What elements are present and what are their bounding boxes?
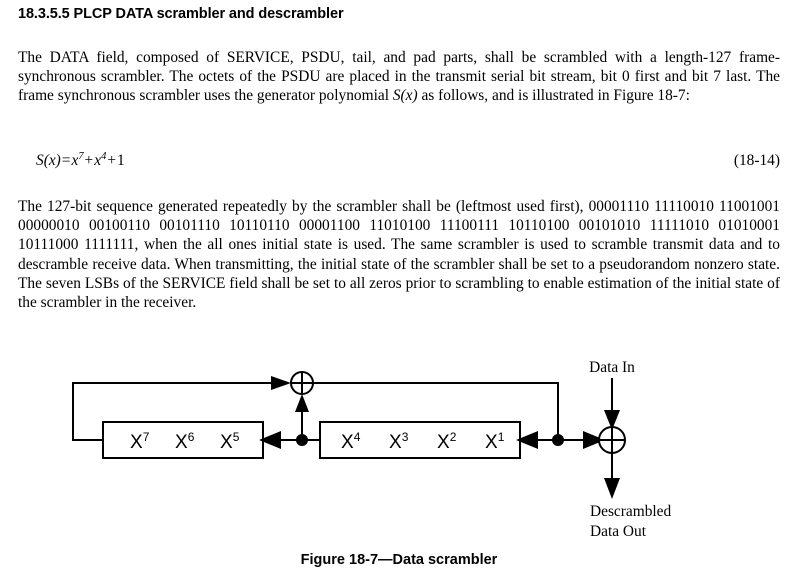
- equation-term2-base: x: [94, 152, 102, 169]
- equation-plus-2: +: [107, 152, 116, 169]
- tap-arrowhead-icon: [295, 394, 309, 412]
- paragraph-intro-part-a: The DATA field, composed of SERVICE, PSDU, tail, and pad parts, shall be scrambled with a length-127 frame-synchronous scrambler. The octets of the PSDU are placed in the transmit serial bit stream, bit 0 first and bit 7 last. The frame synchronous scrambler uses the generator polynomial: [18, 49, 780, 105]
- left-register-stage-0-base: X: [130, 432, 143, 453]
- paragraph-intro-part-b: as follows, and is illustrated in Figure 18-7:: [417, 87, 690, 105]
- paragraph-sequence: The 127-bit sequence generated repeatedly by the scrambler shall be (leftmost used first), 00001110 11110010 11001001 00000010 00100110 00101110 10110110 00001100 11010100 11100111 10110100 00101010 11111010 01010001 10111000 1111111, when the all ones initial state is used. The same scrambler is used to scramble transmit data and to descramble receive data. When transmitting, the initial state of the scrambler shall be set to a pseudorandom nonzero state. The seven LSBs of the SERVICE field shall be set to all zeros prior to scrambling to enable estimation of the initial state of the scrambler in the receiver.: [18, 198, 780, 312]
- data-in-label: Data In: [589, 359, 635, 376]
- equation-row: [18, 152, 780, 174]
- section-heading: 18.3.5.5 PLCP DATA scrambler and descrambler: [18, 6, 344, 22]
- right-register-stage-1-base: X: [389, 432, 402, 453]
- data-out-label-line1: Descrambled: [590, 503, 672, 520]
- right-register-stage-3-exp: 1: [497, 430, 505, 444]
- data-in-arrowhead-icon: [604, 410, 620, 430]
- inter-register-junction-dot: [296, 434, 308, 446]
- data-scrambler-diagram: [0, 352, 798, 542]
- right-register-stage-1-exp: 3: [401, 430, 409, 444]
- equation-number: (18-14): [733, 152, 780, 169]
- equation-plus-1: +: [84, 152, 94, 169]
- right-register-stage-3-base: X: [485, 432, 498, 453]
- right-register-stage-0-exp: 4: [353, 430, 361, 444]
- figure-caption: Figure 18-7—Data scrambler: [300, 552, 498, 568]
- equation-term2-exponent: 4: [101, 150, 107, 162]
- generator-polynomial-equation: [36, 152, 125, 170]
- feedback-arrowhead-icon: [271, 376, 291, 390]
- left-register-stage-1-base: X: [175, 432, 188, 453]
- equation-lhs: S(x): [36, 152, 61, 169]
- equation-equals: =: [61, 152, 71, 169]
- polynomial-symbol-inline: S(x): [392, 87, 418, 105]
- right-register-stage-0-base: X: [341, 432, 354, 453]
- figure-container: [0, 352, 798, 579]
- left-register-stage-2-exp: 5: [232, 430, 240, 444]
- left-register-stage-1-exp: 6: [187, 430, 195, 444]
- equation-term3: 1: [117, 152, 125, 169]
- data-out-label-line2: Data Out: [590, 523, 646, 540]
- right-register-stage-2-base: X: [437, 432, 450, 453]
- equation-term1-exponent: 7: [78, 150, 84, 162]
- left-register-stage-2-base: X: [220, 432, 233, 453]
- left-register-stage-0-exp: 7: [142, 430, 150, 444]
- paragraph-intro: [18, 48, 780, 106]
- equation-term1-base: x: [71, 152, 79, 169]
- data-out-arrowhead-icon: [604, 478, 620, 499]
- right-register-stage-2-exp: 2: [449, 430, 457, 444]
